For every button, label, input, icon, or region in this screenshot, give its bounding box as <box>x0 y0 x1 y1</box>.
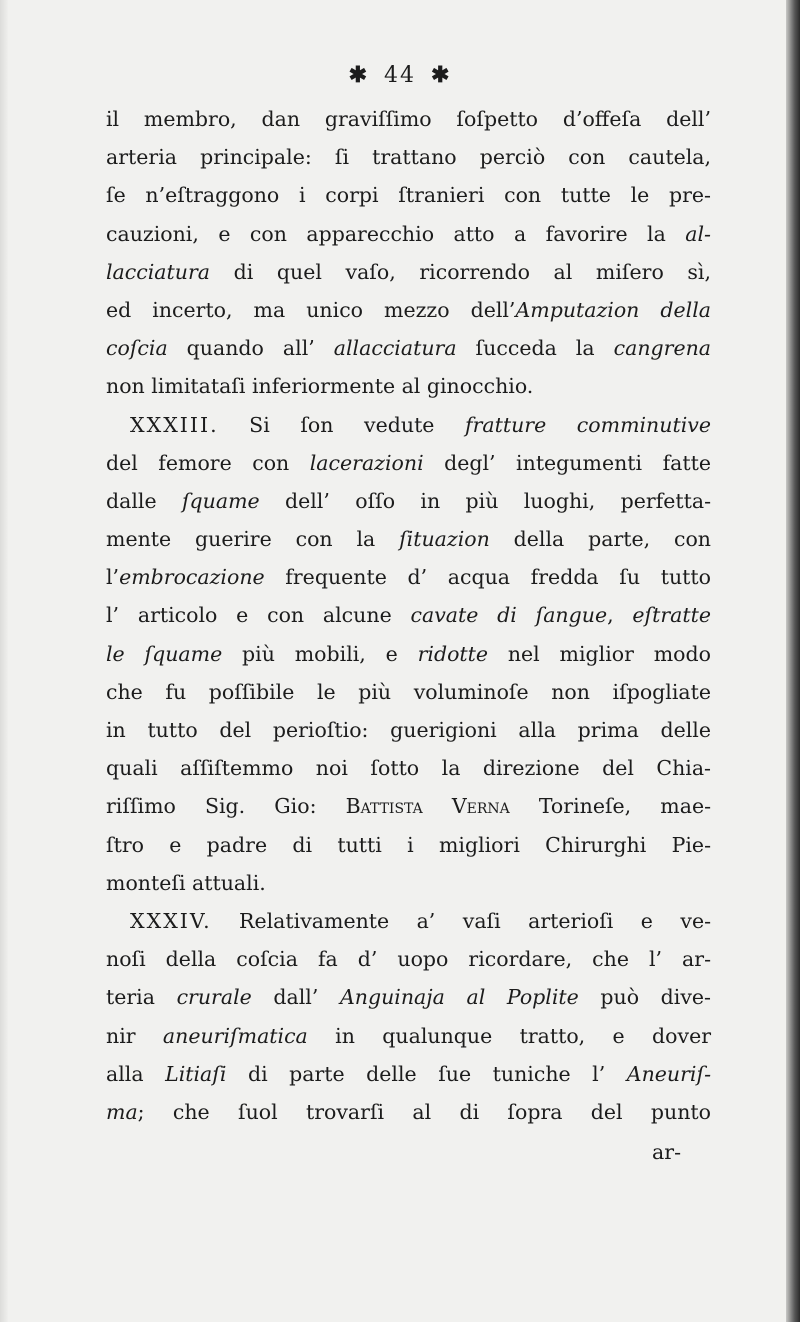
text-line: del femore con lacerazioni degl’ integumenti fatte <box>106 450 711 475</box>
asterisk-ornament-right-icon: ✱ <box>431 62 452 88</box>
text-line: ſtro e padre di tutti i migliori Chirurghi Pie- <box>106 832 711 857</box>
paragraph-start-line: XXXIII. Si ſon vedute fratture comminutive <box>130 412 711 437</box>
text-line: il membro, dan graviſſimo ſoſpetto d’offeſa dell’ <box>106 107 711 131</box>
text-line: cauzioni, e con apparecchio atto a favorire la al- <box>106 221 711 246</box>
text-line: mente guerire con la ſituazion della parte, con <box>106 527 711 552</box>
text-line: non limitataſi inferiormente al ginocchio. <box>106 374 534 399</box>
paragraph-number: XXXIII. <box>130 412 219 437</box>
text-line: dalle ſquame dell’ oſſo in più luoghi, perfetta- <box>106 488 711 513</box>
asterisk-ornament-left-icon: ✱ <box>348 62 369 88</box>
text-line: arteria principale: ſi trattano perciò con cautela, <box>106 145 711 170</box>
text-line: teria crurale dall’ Anguinaja al Poplite può dive- <box>106 985 711 1010</box>
text-line: lacciatura di quel vaſo, ricorrendo al miſero sì, <box>106 259 711 284</box>
paragraph-start-line: XXXIV. Relativamente a’ vaſi arterioſi e ve- <box>130 908 711 933</box>
text-line: alla Litiaſi di parte delle ſue tuniche l’ Aneuriſ- <box>106 1061 711 1086</box>
text-line: le ſquame più mobili, e ridotte nel miglior modo <box>106 641 711 666</box>
body-text <box>106 100 711 1171</box>
person-name: Battista Verna <box>345 794 510 819</box>
text-line: coſcia quando all’ allacciatura ſucceda la cangrena <box>106 336 711 361</box>
text-line: che fu poſſibile le più voluminoſe non iſpogliate <box>106 679 711 704</box>
text-line: monteſi attuali. <box>106 870 266 895</box>
page-header <box>0 62 800 88</box>
catchword: ar- <box>652 1140 681 1165</box>
text-line: quali aſſiſtemmo noi ſotto la direzione del Chia- <box>106 756 711 781</box>
text-line: ed incerto, ma unico mezzo dell’Amputazion della <box>106 297 711 322</box>
text-line: ſe n’eſtraggono i corpi ſtranieri con tutte le pre- <box>106 183 711 208</box>
page-number: 44 <box>384 63 416 88</box>
text-line: l’ articolo e con alcune cavate di ſangue, eſtratte <box>106 603 711 628</box>
text-line: ma; che ſuol trovarſi al di ſopra del punto <box>106 1099 711 1124</box>
text-line: nir aneuriſmatica in qualunque tratto, e dover <box>106 1023 712 1048</box>
paragraph-number: XXXIV. <box>130 908 212 933</box>
text-line: noſi della coſcia fa d’ uopo ricordare, che l’ ar- <box>106 947 711 972</box>
text-line: l’embrocazione frequente d’ acqua fredda ſu tutto <box>106 565 711 590</box>
text-line: riſſimo Sig. Gio: Battista Verna Torineſe, mae- <box>106 794 712 819</box>
text-line: in tutto del perioſtio: guerigioni alla prima delle <box>106 718 711 742</box>
